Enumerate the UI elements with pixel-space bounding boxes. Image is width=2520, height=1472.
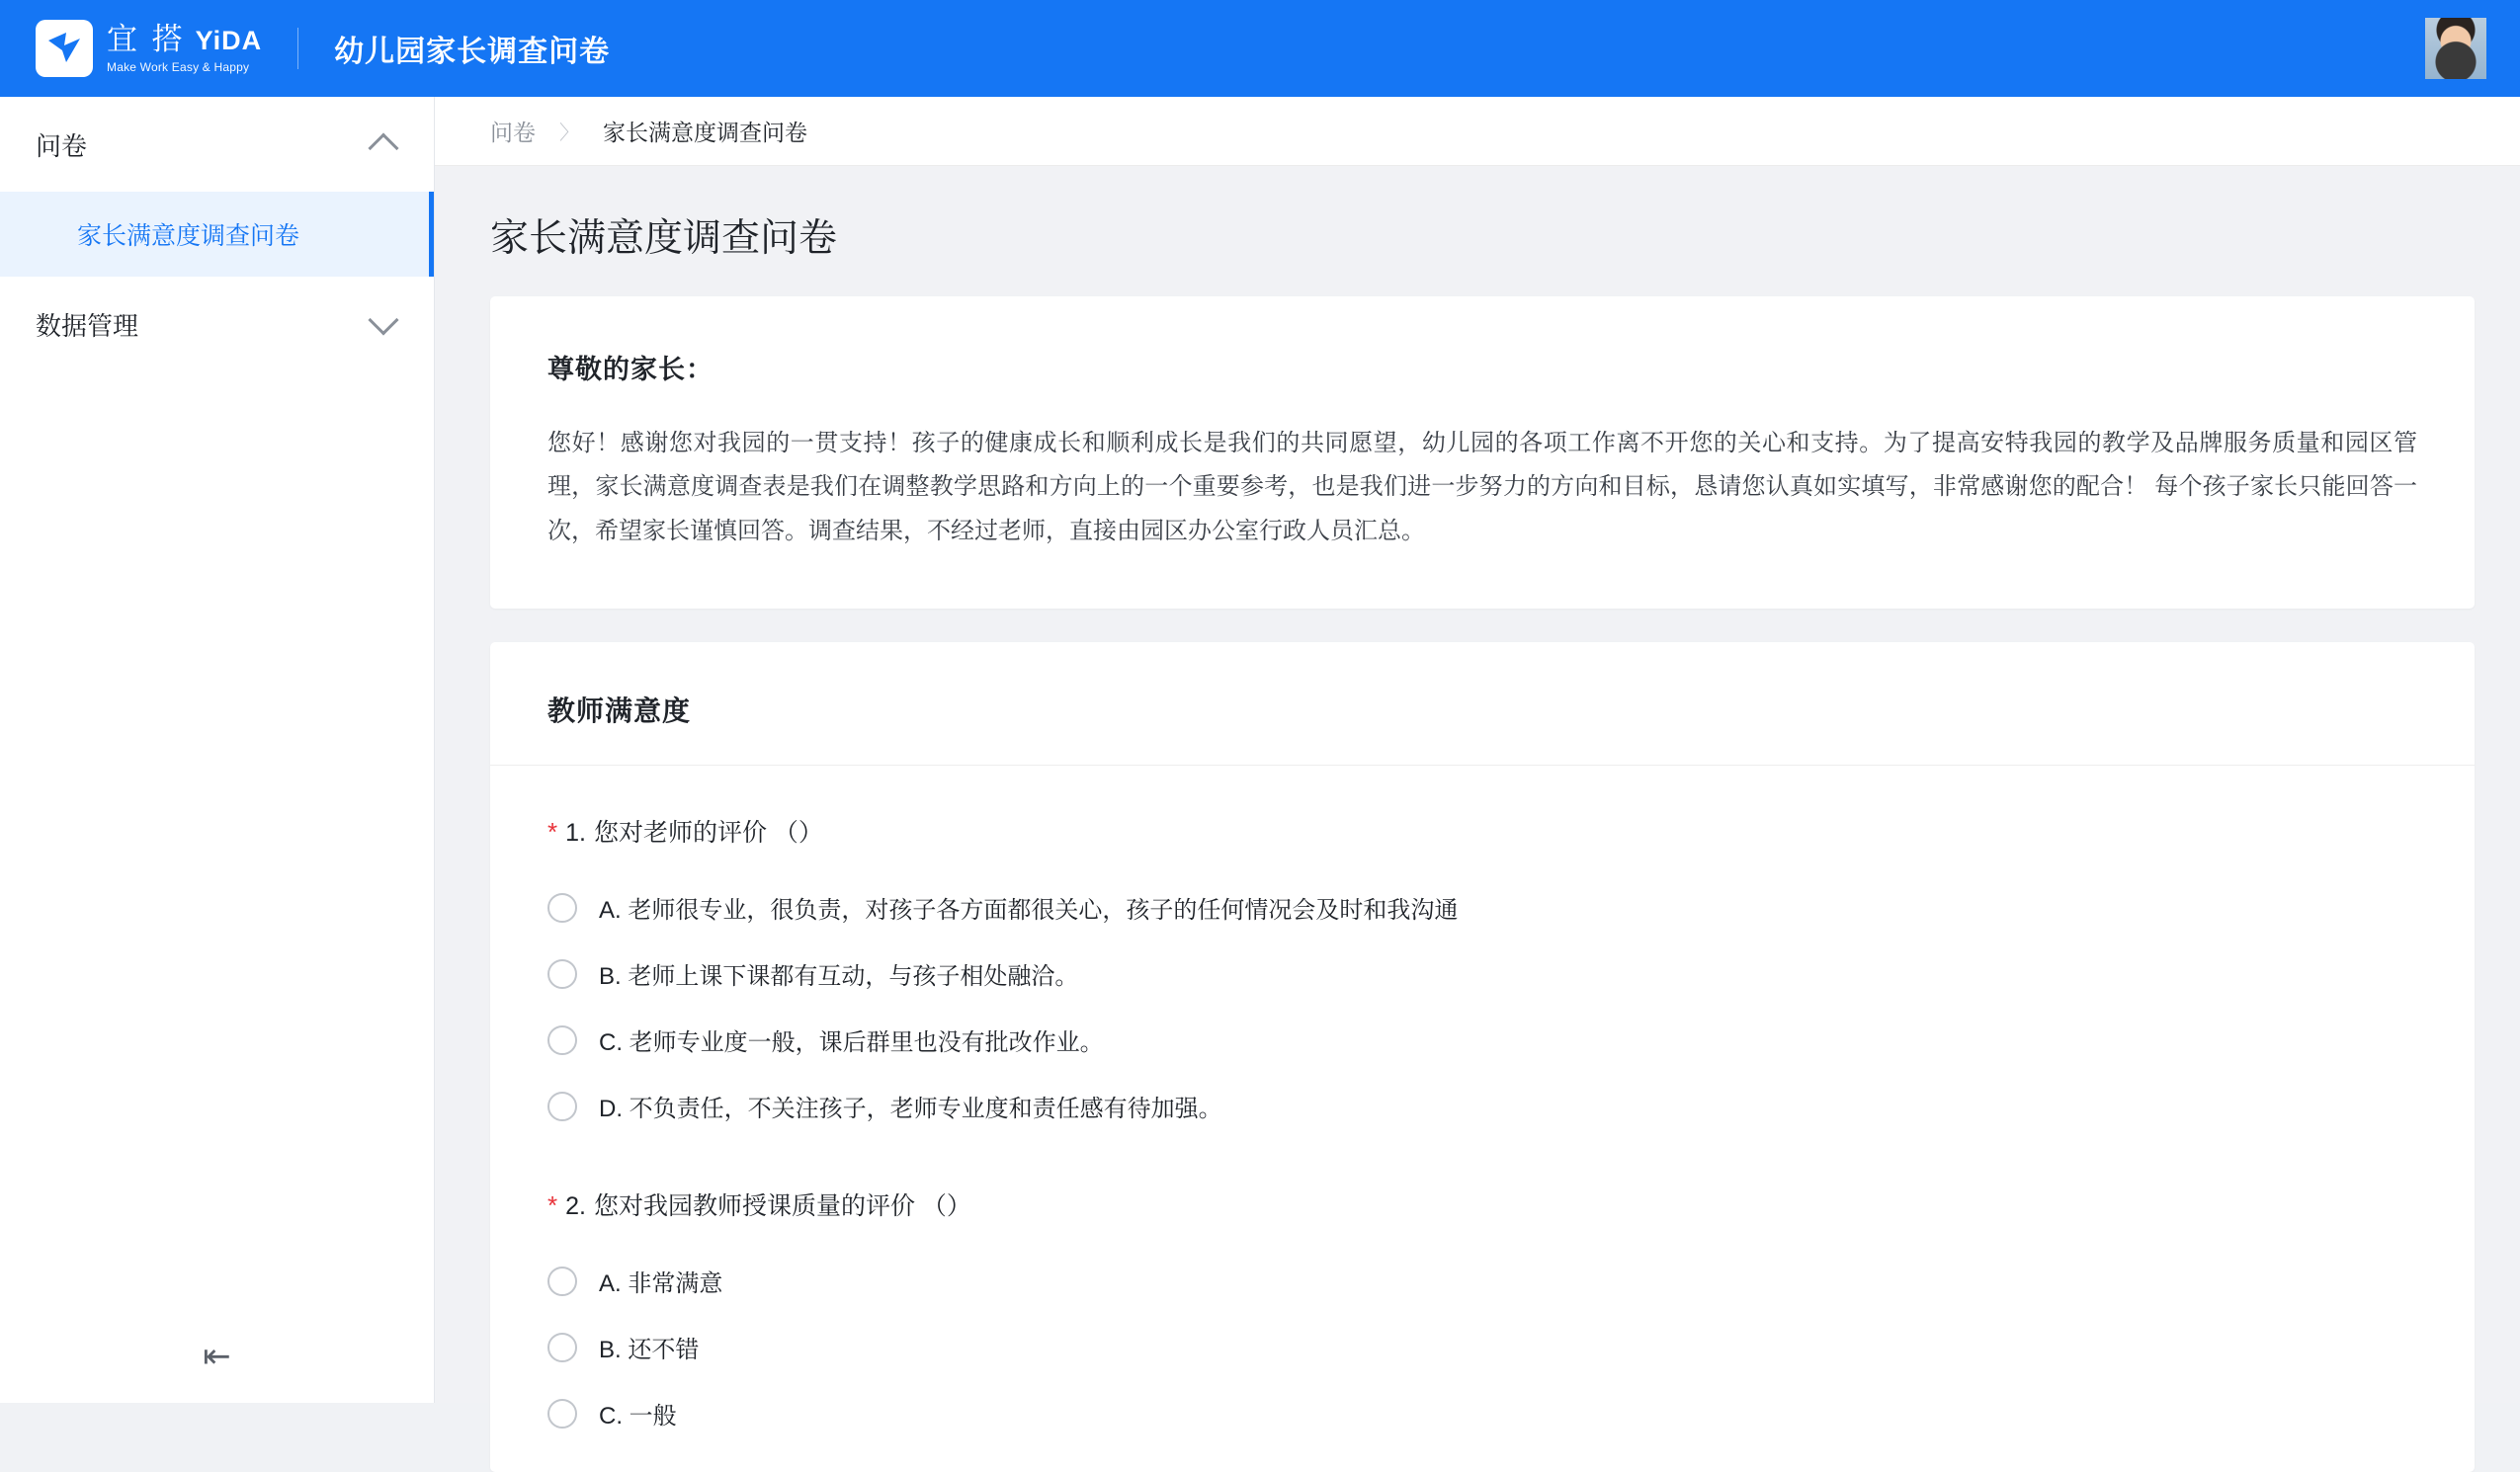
chevron-up-icon[interactable]: [368, 132, 398, 163]
required-marker: *: [547, 817, 558, 848]
collapse-icon: ⇤: [203, 1338, 231, 1375]
option-label: A. 非常满意: [599, 1270, 723, 1298]
body-area: [0, 97, 2520, 1431]
option-row[interactable]: [547, 1380, 2417, 1446]
radio-button[interactable]: [547, 1333, 577, 1362]
brand-text: [107, 24, 262, 73]
sidebar-group-data-management[interactable]: [0, 277, 434, 371]
header-divider: [297, 28, 298, 69]
breadcrumb: [435, 97, 2520, 166]
section-title: 教师满意度: [490, 642, 2475, 766]
yida-logo-icon: [36, 20, 93, 77]
question-text: 您对我园教师授课质量的评价 （）: [593, 1192, 971, 1221]
section-card-teacher-satisfaction: [490, 642, 2475, 1472]
required-marker: *: [547, 1190, 558, 1221]
chevron-down-icon[interactable]: [368, 304, 398, 335]
option-label: A. 老师很专业，很负责，对孩子各方面都很关心，孩子的任何情况会及时和我沟通: [599, 897, 1459, 925]
sidebar-item-parent-satisfaction-survey[interactable]: [0, 192, 434, 277]
sidebar-group-label: 问卷: [36, 130, 88, 161]
question-number: 2.: [565, 1192, 586, 1221]
app-title: 幼儿园家长调查问卷: [334, 36, 611, 68]
sidebar-group-label: 数据管理: [36, 310, 139, 341]
option-label: B. 还不错: [599, 1337, 700, 1364]
brand-name-en: YiDA: [195, 26, 263, 55]
sidebar-collapse-button[interactable]: [0, 1340, 434, 1373]
main-content: [435, 97, 2520, 1431]
sidebar-group-questionnaire[interactable]: [0, 97, 434, 192]
intro-body-text: 您好！感谢您对我园的一贯支持！孩子的健康成长和顺利成长是我们的共同愿望，幼儿园的各项工作离不开您的关心和支持。为了提高安特我园的教学及品牌服务质量和园区管理，家长满意度调查表是我们在调整教学思路和方向上的一个重要参考，也是我们进一步努力的方向和目标，恳请您认真如实填写，非常感谢您的配合！ 每个孩子家长只能回答一次，希望家长谨慎回答。调查结果，不经过老师，直接由园区办公室行政人员汇总。: [547, 430, 2417, 544]
radio-button[interactable]: [547, 893, 577, 923]
intro-salutation: 尊敬的家长：: [547, 355, 714, 384]
brand-tagline: Make Work Easy & Happy: [107, 60, 250, 74]
question-block: [490, 813, 2475, 1446]
avatar[interactable]: [2425, 18, 2486, 79]
breadcrumb-current: 家长满意度调查问卷: [603, 120, 807, 145]
page-title: 家长满意度调查问卷: [490, 217, 838, 260]
top-header-bar: [0, 0, 2520, 97]
option-row[interactable]: [547, 940, 2417, 1007]
option-label: D. 不负责任，不关注孩子，老师专业度和责任感有待加强。: [599, 1096, 1222, 1123]
option-label: C. 一般: [599, 1403, 677, 1431]
breadcrumb-root[interactable]: 问卷: [490, 120, 536, 145]
radio-button[interactable]: [547, 1092, 577, 1121]
brand-name-cn: 宜 搭: [107, 22, 186, 56]
sidebar-item-label: 家长满意度调查问卷: [77, 222, 300, 250]
sidebar: [0, 97, 435, 1403]
question-text: 您对老师的评价 （）: [593, 819, 823, 848]
brand-logo[interactable]: [36, 20, 262, 77]
avatar-image: [2425, 18, 2486, 79]
radio-button[interactable]: [547, 1267, 577, 1296]
option-row[interactable]: [547, 874, 2417, 940]
option-row[interactable]: [547, 1007, 2417, 1073]
option-label: B. 老师上课下课都有互动，与孩子相处融洽。: [599, 963, 1079, 991]
radio-button[interactable]: [547, 1025, 577, 1055]
option-row[interactable]: [547, 1248, 2417, 1314]
option-row[interactable]: [547, 1314, 2417, 1380]
option-label: C. 老师专业度一般，课后群里也没有批改作业。: [599, 1029, 1104, 1057]
radio-button[interactable]: [547, 959, 577, 989]
intro-card: [490, 296, 2475, 609]
question-title: [547, 813, 2417, 849]
question-number: 1.: [565, 819, 586, 848]
radio-button[interactable]: [547, 1399, 577, 1429]
question-title: [547, 1186, 2417, 1222]
option-row[interactable]: [547, 1073, 2417, 1139]
breadcrumb-separator-icon: 〉: [559, 123, 579, 144]
